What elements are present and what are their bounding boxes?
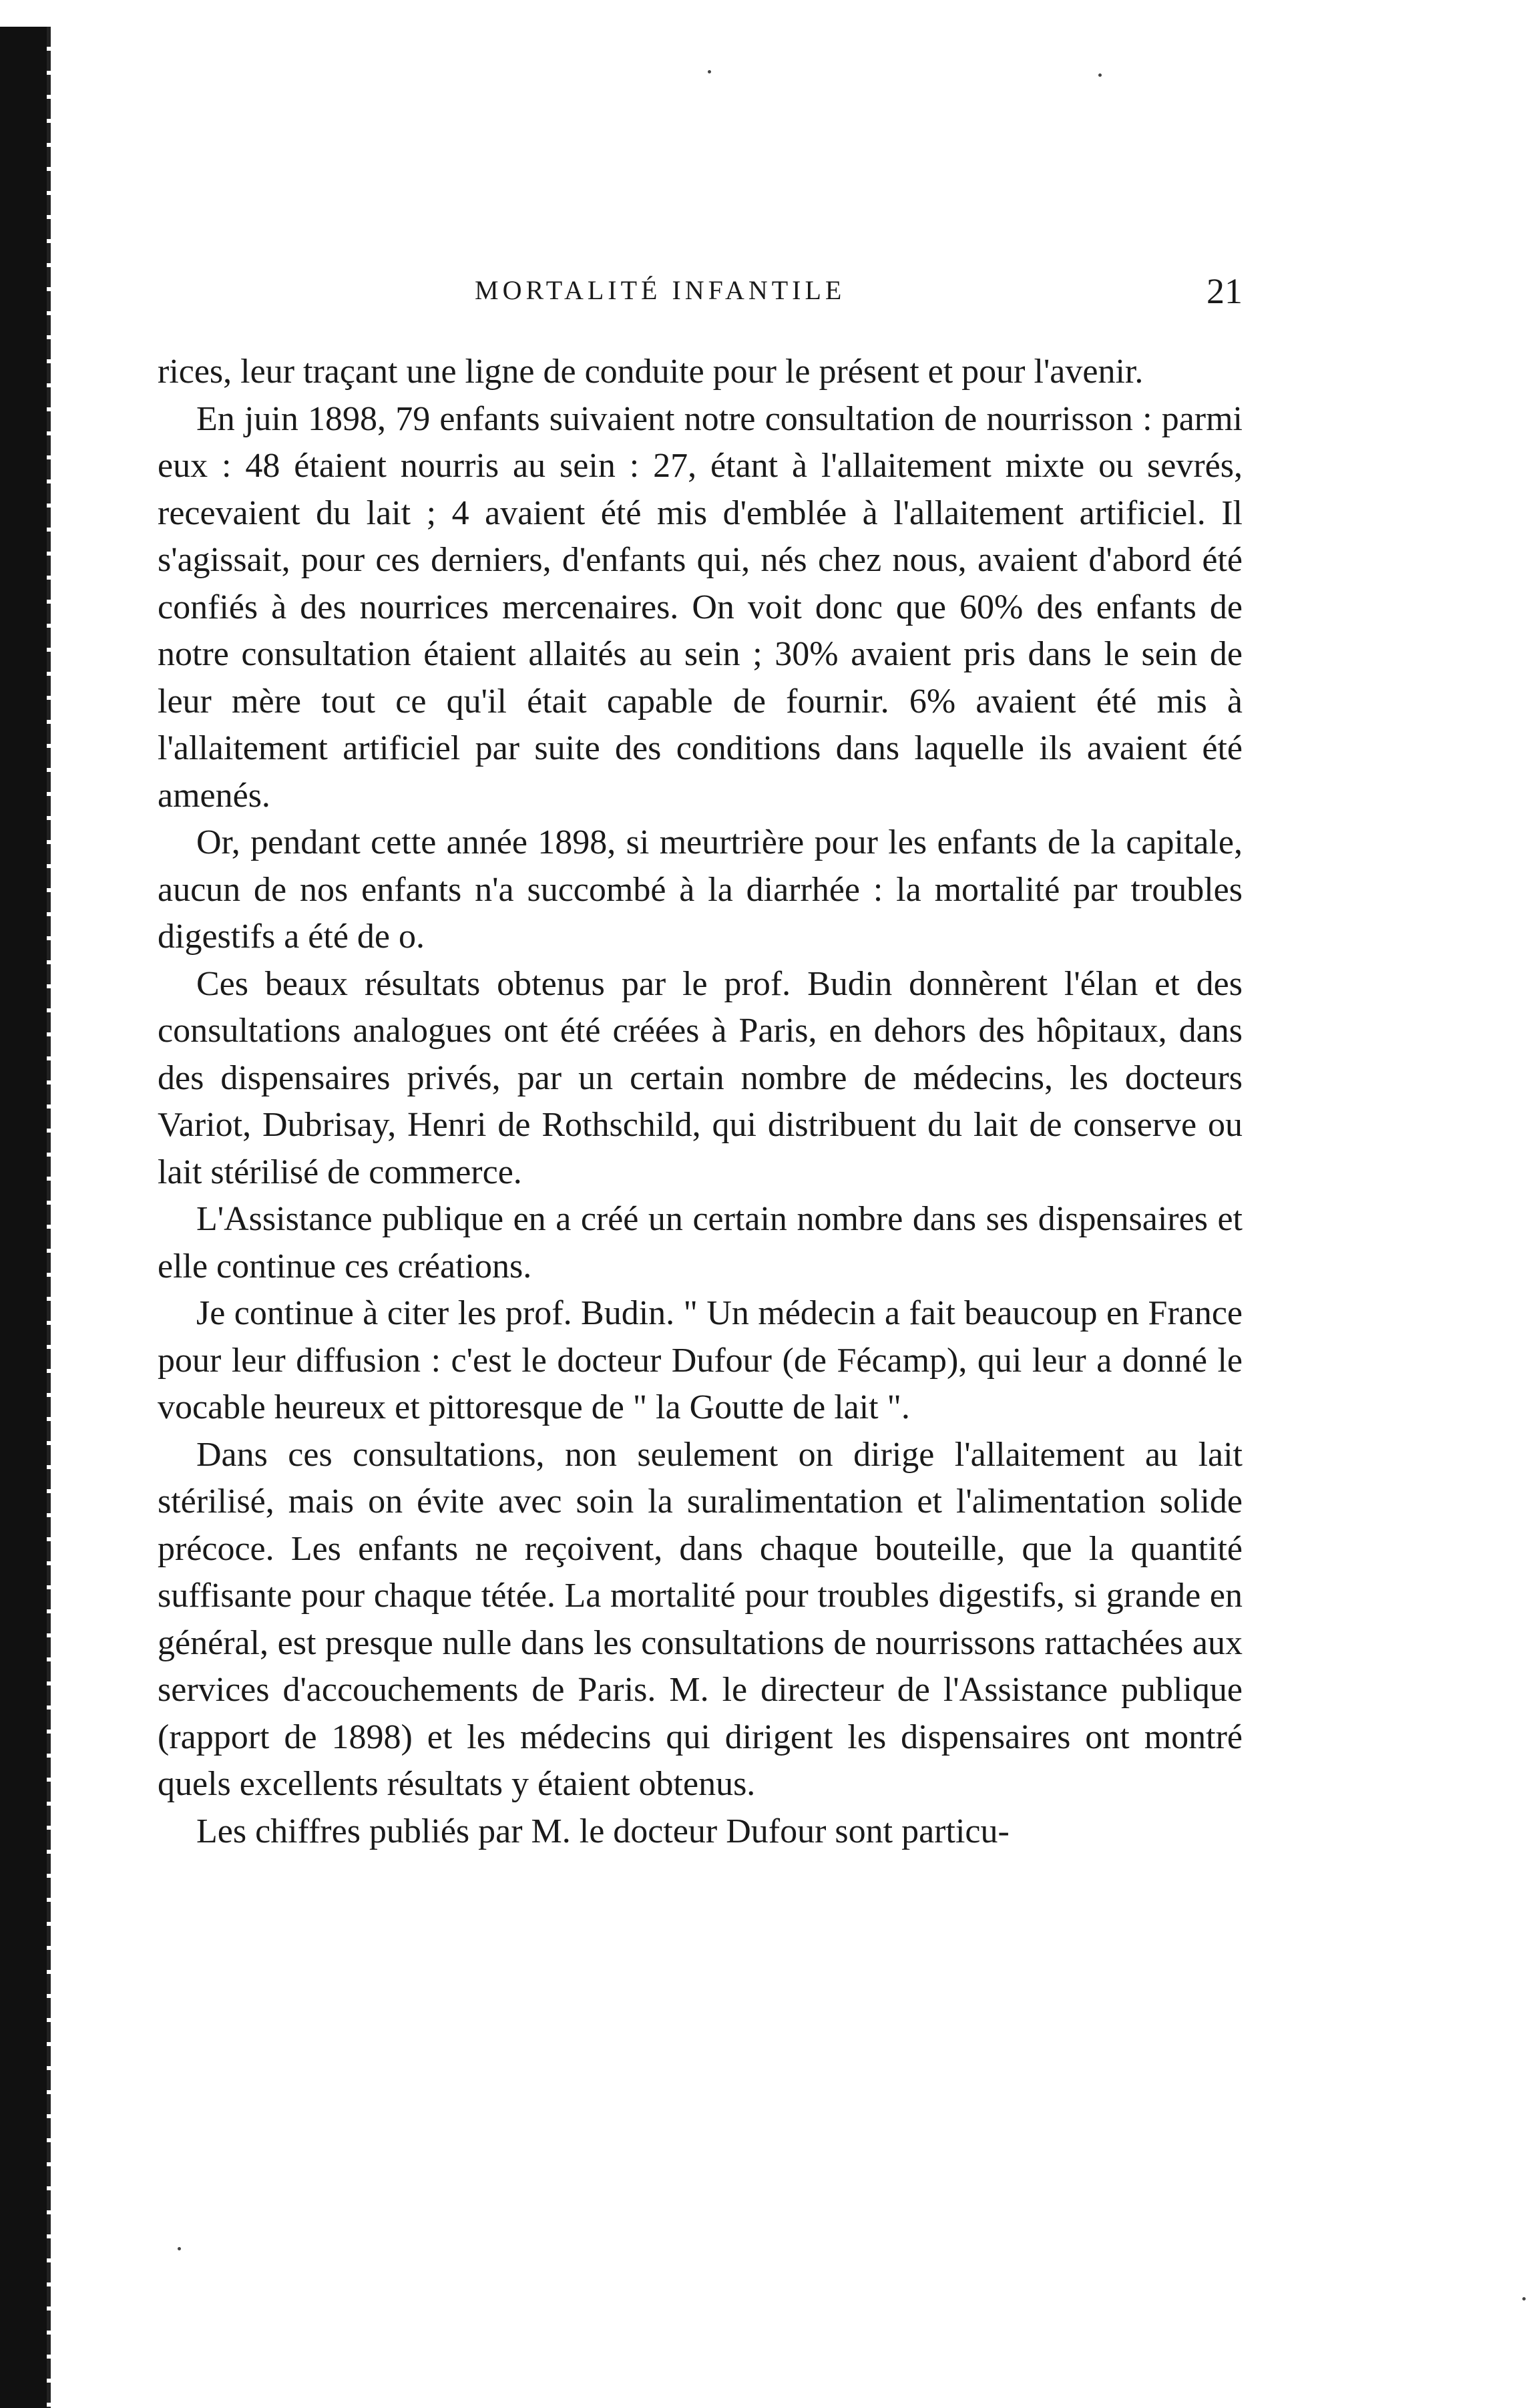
body-text bbox=[158, 349, 1243, 1855]
scan-speck bbox=[708, 70, 711, 73]
paragraph: L'Assistance publique en a créé un certain nombre dans ses dispensaires et elle continue ces créations. bbox=[158, 1200, 1243, 1285]
scan-speck bbox=[1522, 2297, 1526, 2300]
paragraph: Ces beaux résultats obtenus par le prof. Budin donnèrent l'élan et des consultations analogues ont été créées à Paris, en dehors des hôpitaux, dans des dispensaires privés, par un certain nombre de médecins, les docteurs Variot, Dubrisay, Henri de Rothschild, qui distribuent du lait de conserve ou lait stérilisé de commerce. bbox=[158, 964, 1243, 1191]
scan-speck bbox=[178, 2247, 181, 2250]
binding-edge bbox=[0, 27, 47, 2408]
running-title: MORTALITÉ INFANTILE bbox=[475, 275, 846, 305]
scan-speck bbox=[1098, 73, 1102, 77]
paragraph: En juin 1898, 79 enfants suivaient notre consultation de nourrisson : parmi eux : 48 étaient nourris au sein : 27, étant à l'allaitement mixte ou sevrés, recevaient du lait ; 4 avaient été mis d'emblée à l'allaitement artificiel. Il s'agissait, pour ces derniers, d'enfants qui, nés chez nous, avaient d'abord été confiés à des nourrices mercenaires. On voit donc que 60% des enfants de notre consultation étaient allaités au sein ; 30% avaient pris dans le sein de leur mère tout ce qu'il était capable de fournir. 6% avaient été mis à l'allaitement artificiel par suite des conditions dans laquelle ils avaient été amenés. bbox=[158, 399, 1243, 815]
paragraph-continues: Les chiffres publiés par M. le docteur Dufour sont particu- bbox=[196, 1812, 1010, 1850]
page-header bbox=[158, 270, 1243, 317]
paragraph-continued: rices, leur traçant une ligne de conduite pour le présent et pour l'avenir. bbox=[158, 353, 1144, 391]
paragraph: Or, pendant cette année 1898, si meurtrière pour les enfants de la capitale, aucun de nos enfants n'a succombé à la diarrhée : la mortalité par troubles digestifs a été de o. bbox=[158, 823, 1243, 956]
page-number: 21 bbox=[1207, 271, 1243, 311]
paragraph: Dans ces consultations, non seulement on dirige l'allaitement au lait stérilisé, mais on évite avec soin la suralimentation et l'alimentation solide précoce. Les enfants ne reçoivent, dans chaque bouteille, que la quantité suffisante pour chaque tétée. La mortalité pour troubles digestifs, si grande en général, est presque nulle dans les consultations de nourrissons rattachées aux services d'accouchements de Paris. M. le directeur de l'Assistance publique (rapport de 1898) et les médecins qui dirigent les dispensaires ont montré quels excellents résultats y étaient obtenus. bbox=[158, 1435, 1243, 1803]
paragraph: Je continue à citer les prof. Budin. " Un médecin a fait beaucoup en France pour leur diffusion : c'est le docteur Dufour (de Fécamp), qui leur a donné le vocable heureux et pittoresque de " la Goutte de lait ". bbox=[158, 1294, 1243, 1426]
